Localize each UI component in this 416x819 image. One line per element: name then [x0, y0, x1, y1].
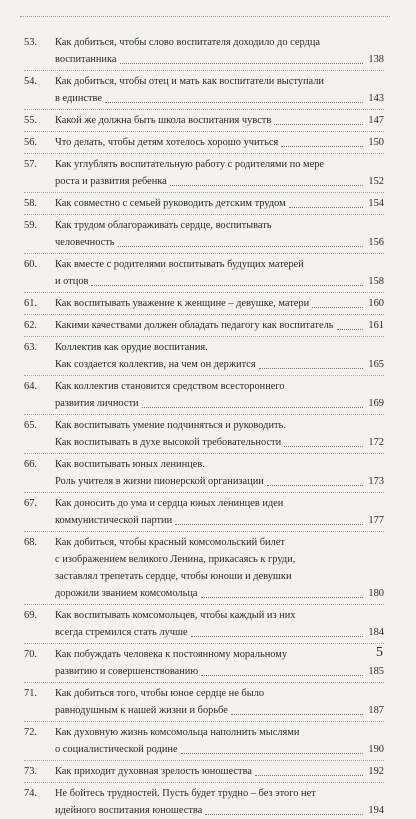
dot-leader: [120, 62, 364, 64]
dot-leader: [181, 752, 363, 754]
entry-divider: [24, 682, 384, 683]
entry-divider: [24, 782, 384, 783]
toc-entry-page: 138: [368, 54, 384, 65]
toc-entry-number: 54.: [24, 76, 37, 87]
table-of-contents: [24, 34, 384, 819]
toc-entry-title: [55, 724, 384, 758]
toc-entry-number: 53.: [24, 37, 37, 48]
toc-entry-line: [55, 495, 384, 512]
toc-entry-title: [55, 156, 384, 190]
toc-entry-line: [55, 112, 384, 129]
toc-entry-page: 180: [368, 588, 384, 599]
toc-entry-line: [55, 473, 384, 490]
toc-entry-line-text: равнодушным к нашей жизни и борьбе: [55, 705, 228, 716]
toc-entry-line-text: Как добиться, чтобы отец и мать как воспитатели выступали: [55, 76, 324, 87]
toc-entry: [24, 73, 384, 107]
toc-entry-page: 169: [368, 398, 384, 409]
toc-entry-page: 187: [368, 705, 384, 716]
toc-entry-number: 65.: [24, 420, 37, 431]
toc-entry-line-text: в единстве: [55, 93, 102, 104]
toc-entry-title: [55, 607, 384, 641]
toc-entry-number: 66.: [24, 459, 37, 470]
toc-entry-title: [55, 456, 384, 490]
toc-entry-line: [55, 646, 384, 663]
toc-entry-number: 67.: [24, 498, 37, 509]
toc-entry-line: [55, 585, 384, 602]
dot-leader: [142, 406, 363, 408]
toc-entry-number: 56.: [24, 137, 37, 148]
toc-entry-line-text: Коллектив как орудие воспитания.: [55, 342, 208, 353]
toc-entry-line: [55, 51, 384, 68]
toc-entry-title: [55, 534, 384, 602]
toc-entry: [24, 534, 384, 602]
toc-entry-line: [55, 568, 384, 585]
toc-entry-number: 61.: [24, 298, 37, 309]
entry-divider: [24, 760, 384, 761]
toc-entry-title: [55, 317, 384, 334]
dot-leader: [337, 328, 363, 330]
toc-entry: [24, 724, 384, 758]
toc-entry: [24, 112, 384, 129]
dot-leader: [281, 145, 363, 147]
toc-entry-line: [55, 378, 384, 395]
toc-entry-line-text: роста и развития ребенка: [55, 176, 167, 187]
toc-entry-line: [55, 417, 384, 434]
dot-leader: [201, 596, 363, 598]
dot-leader: [205, 813, 363, 815]
entry-divider: [24, 414, 384, 415]
toc-entry-line: [55, 512, 384, 529]
toc-entry-number: 73.: [24, 766, 37, 777]
toc-entry: [24, 339, 384, 373]
toc-entry: [24, 156, 384, 190]
toc-entry-line-text: развития личности: [55, 398, 139, 409]
dot-leader: [274, 123, 363, 125]
toc-entry-title: [55, 34, 384, 68]
toc-entry-page: 161: [368, 320, 384, 331]
toc-entry-line-text: Роль учителя в жизни пионерской организации: [55, 476, 264, 487]
dot-leader: [259, 367, 363, 369]
toc-entry-line: [55, 234, 384, 251]
dot-leader: [170, 184, 363, 186]
toc-entry-line: [55, 90, 384, 107]
toc-entry-line-text: воспитанника: [55, 54, 117, 65]
toc-entry-number: 59.: [24, 220, 37, 231]
toc-entry-number: 64.: [24, 381, 37, 392]
toc-entry-line-text: Как добиться того, чтобы юное сердце не было: [55, 688, 265, 699]
toc-entry-line-text: Как воспитывать юных ленинцев.: [55, 459, 205, 470]
toc-entry-page: 143: [368, 93, 384, 104]
entry-divider: [24, 192, 384, 193]
toc-entry-title: [55, 134, 384, 151]
toc-entry-title: [55, 217, 384, 251]
toc-entry-number: 72.: [24, 727, 37, 738]
toc-entry-line-text: дорожили званием комсомольца: [55, 588, 198, 599]
entry-divider: [24, 375, 384, 376]
toc-entry-line: [55, 34, 384, 51]
toc-entry-line: [55, 395, 384, 412]
toc-entry: [24, 256, 384, 290]
toc-entry-line: [55, 741, 384, 758]
toc-entry: [24, 785, 384, 819]
toc-entry-line: [55, 624, 384, 641]
entry-divider: [24, 214, 384, 215]
toc-entry-title: [55, 685, 384, 719]
toc-entry-line-text: Как добиться, чтобы красный комсомольский билет: [55, 537, 285, 548]
toc-entry-line-text: Как коллектив становится средством всестороннего: [55, 381, 285, 392]
toc-entry-title: [55, 785, 384, 819]
toc-entry-number: 55.: [24, 115, 37, 126]
toc-entry-number: 60.: [24, 259, 37, 270]
toc-entry: [24, 217, 384, 251]
toc-entry-line-text: Как воспитывать в духе высокой требовательности: [55, 437, 282, 448]
toc-entry-line-text: Как вместе с родителями воспитывать будущих матерей: [55, 259, 304, 270]
entry-divider: [24, 721, 384, 722]
toc-entry-page: 172: [368, 437, 384, 448]
toc-entry: [24, 456, 384, 490]
toc-entry-number: 57.: [24, 159, 37, 170]
toc-entry-line-text: и отцов: [55, 276, 89, 287]
toc-entry-title: [55, 495, 384, 529]
toc-entry-title: [55, 417, 384, 451]
toc-entry: [24, 607, 384, 641]
entry-divider: [24, 492, 384, 493]
toc-entry-title: [55, 378, 384, 412]
toc-entry-page: 165: [368, 359, 384, 370]
toc-entry-line: [55, 295, 384, 312]
toc-entry: [24, 417, 384, 451]
dot-leader: [91, 284, 363, 286]
toc-entry-line: [55, 534, 384, 551]
top-divider: [20, 16, 390, 17]
toc-entry-line: [55, 434, 384, 451]
page-number: 5: [376, 645, 383, 660]
toc-entry-line-text: Как воспитывать комсомольцев, чтобы каждый из них: [55, 610, 296, 621]
toc-entry-line: [55, 73, 384, 90]
toc-entry-line: [55, 256, 384, 273]
toc-entry-number: 69.: [24, 610, 37, 621]
dot-leader: [191, 635, 363, 637]
toc-entry-line-text: Что делать, чтобы детям хотелось хорошо учиться: [55, 137, 279, 148]
toc-entry: [24, 685, 384, 719]
toc-entry-line: [55, 456, 384, 473]
toc-entry-title: [55, 112, 384, 129]
dot-leader: [284, 445, 363, 447]
toc-entry-line: [55, 785, 384, 802]
entry-divider: [24, 336, 384, 337]
toc-entry-page: 194: [368, 805, 384, 816]
toc-entry: [24, 295, 384, 312]
toc-entry-line: [55, 724, 384, 741]
toc-entry: [24, 317, 384, 334]
toc-entry: [24, 763, 384, 780]
toc-entry-line-text: Как воспитывать умение подчиняться и руководить.: [55, 420, 286, 431]
toc-entry-line: [55, 802, 384, 819]
toc-entry-line: [55, 134, 384, 151]
toc-entry-page: 184: [368, 627, 384, 638]
toc-entry-line-text: Как доносить до ума и сердца юных ленинцев идеи: [55, 498, 284, 509]
entry-divider: [24, 153, 384, 154]
toc-entry-line-text: человечность: [55, 237, 115, 248]
toc-entry-line-text: развитию и совершенствованию: [55, 666, 199, 677]
toc-entry-line: [55, 356, 384, 373]
entry-divider: [24, 292, 384, 293]
toc-entry-title: [55, 295, 384, 312]
toc-entry-number: 70.: [24, 649, 37, 660]
entry-divider: [24, 70, 384, 71]
dot-leader: [267, 484, 363, 486]
dot-leader: [255, 774, 363, 776]
toc-entry-line: [55, 763, 384, 780]
entry-divider: [24, 253, 384, 254]
toc-entry-page: 150: [368, 137, 384, 148]
toc-entry: [24, 195, 384, 212]
toc-entry: [24, 34, 384, 68]
toc-entry-line-text: Как духовную жизнь комсомольца наполнить мыслями: [55, 727, 300, 738]
toc-entry-line-text: идейного воспитания юношества: [55, 805, 203, 816]
toc-entry-number: 63.: [24, 342, 37, 353]
toc-entry: [24, 378, 384, 412]
toc-entry-line: [55, 702, 384, 719]
toc-entry-title: [55, 256, 384, 290]
toc-entry-line-text: Как приходит духовная зрелость юношества: [55, 766, 252, 777]
toc-entry-line: [55, 685, 384, 702]
toc-entry: [24, 495, 384, 529]
toc-entry-line-text: Какой же должна быть школа воспитания чувств: [55, 115, 272, 126]
toc-entry: [24, 134, 384, 151]
toc-entry-page: 147: [368, 115, 384, 126]
toc-entry-line: [55, 217, 384, 234]
dot-leader: [231, 713, 363, 715]
dot-leader: [201, 674, 363, 676]
toc-entry-number: 62.: [24, 320, 37, 331]
toc-entry-line: [55, 663, 384, 680]
toc-entry-number: 71.: [24, 688, 37, 699]
entry-divider: [24, 109, 384, 110]
toc-entry-line-text: коммунистической партии: [55, 515, 173, 526]
dot-leader: [105, 101, 363, 103]
toc-entry-page: 160: [368, 298, 384, 309]
entry-divider: [24, 314, 384, 315]
toc-entry-line-text: Как совместно с семьей руководить детским трудом: [55, 198, 286, 209]
toc-entry: [24, 646, 384, 680]
toc-entry-number: 68.: [24, 537, 37, 548]
toc-entry-page: 156: [368, 237, 384, 248]
toc-entry-line-text: Как побуждать человека к постоянному моральному: [55, 649, 288, 660]
entry-divider: [24, 453, 384, 454]
toc-entry-line-text: о социалистической родине: [55, 744, 178, 755]
toc-entry-line: [55, 607, 384, 624]
toc-entry-page: 152: [368, 176, 384, 187]
toc-entry-line-text: всегда стремился стать лучше: [55, 627, 188, 638]
toc-entry-line: [55, 551, 384, 568]
toc-entry-line: [55, 317, 384, 334]
toc-entry-line-text: Как создается коллектив, на чем он держится: [55, 359, 256, 370]
toc-entry-page: 185: [368, 666, 384, 677]
toc-entry-page: 158: [368, 276, 384, 287]
toc-entry-number: 58.: [24, 198, 37, 209]
entry-divider: [24, 604, 384, 605]
entry-divider: [24, 131, 384, 132]
dot-leader: [118, 245, 363, 247]
entry-divider: [24, 531, 384, 532]
toc-entry-title: [55, 339, 384, 373]
toc-entry-page: 190: [368, 744, 384, 755]
toc-entry-line-text: Как воспитывать уважение к женщине – девушке, матери: [55, 298, 310, 309]
toc-entry-page: 154: [368, 198, 384, 209]
toc-entry-line-text: заставлял трепетать сердце, чтобы юноши и девушки: [55, 571, 292, 582]
toc-entry-title: [55, 195, 384, 212]
toc-entry-title: [55, 763, 384, 780]
toc-entry-line-text: Как углублять воспитательную работу с родителями по мере: [55, 159, 325, 170]
toc-entry-line: [55, 195, 384, 212]
toc-entry-page: 177: [368, 515, 384, 526]
toc-entry-line: [55, 273, 384, 290]
dot-leader: [312, 306, 363, 308]
toc-entry-line: [55, 339, 384, 356]
toc-entry-line-text: Не бойтесь трудностей. Пусть будет трудно – без этого нет: [55, 788, 316, 799]
toc-entry-number: 74.: [24, 788, 37, 799]
toc-entry-page: 173: [368, 476, 384, 487]
toc-entry-line: [55, 173, 384, 190]
dot-leader: [175, 523, 363, 525]
toc-entry-title: [55, 646, 384, 680]
toc-entry-line-text: Какими качествами должен обладать педагогу как воспитатель: [55, 320, 334, 331]
dot-leader: [289, 206, 363, 208]
entry-divider: [24, 643, 384, 644]
toc-entry-line-text: Как добиться, чтобы слово воспитателя доходило до сердца: [55, 37, 320, 48]
toc-entry-title: [55, 73, 384, 107]
toc-entry-line: [55, 156, 384, 173]
toc-entry-line-text: с изображением великого Ленина, прикасаясь к груди,: [55, 554, 296, 565]
toc-entry-page: 192: [368, 766, 384, 777]
toc-entry-line-text: Как трудом облагораживать сердце, воспитывать: [55, 220, 272, 231]
